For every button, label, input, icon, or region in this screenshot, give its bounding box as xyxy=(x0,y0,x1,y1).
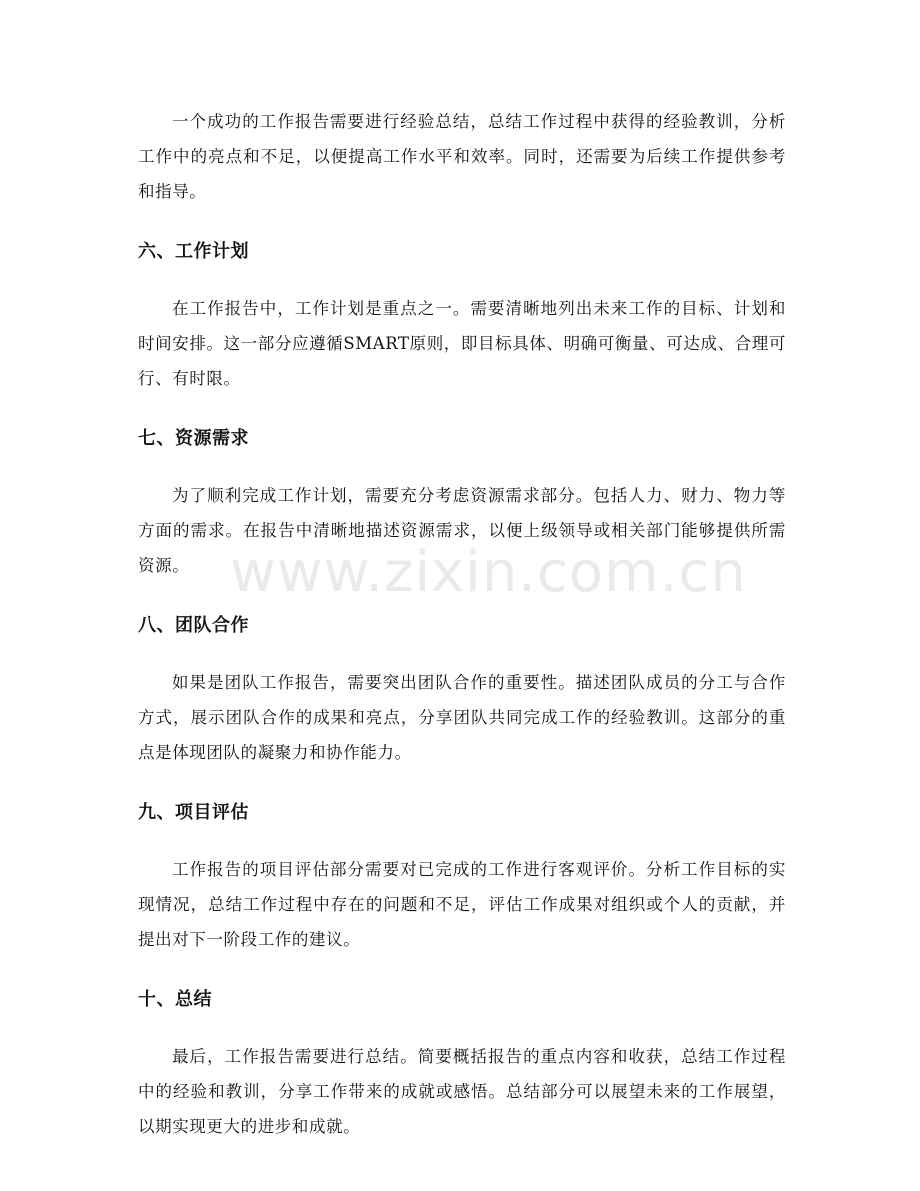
section-heading: 七、资源需求 xyxy=(138,428,249,449)
section-paragraph: 工作报告的项目评估部分需要对已完成的工作进行客观评价。分析工作目标的实现情况，总结工作过程中存在的问题和不足，评估工作成果对组织或个人的贡献，并提出对下一阶段工作的建议。 xyxy=(138,860,786,949)
section-heading: 八、团队合作 xyxy=(138,615,249,636)
section-heading: 十、总结 xyxy=(138,989,212,1010)
section-paragraph: 最后，工作报告需要进行总结。简要概括报告的重点内容和收获，总结工作过程中的经验和教训，分享工作带来的成就或感悟。总结部分可以展望未来的工作展望，以期实现更大的进步和成就。 xyxy=(138,1047,786,1136)
section-resource-needs xyxy=(138,427,786,583)
section-teamwork xyxy=(138,614,786,770)
section-paragraph: 在工作报告中，工作计划是重点之一。需要清晰地列出未来工作的目标、计划和时间安排。这一部分应遵循SMART原则，即目标具体、明确可衡量、可达成、合理可行、有时限。 xyxy=(138,299,786,388)
section-paragraph: 如果是团队工作报告，需要突出团队合作的重要性。描述团队成员的分工与合作方式，展示团队合作的成果和亮点，分享团队共同完成工作的经验教训。这部分的重点是体现团队的凝聚力和协作能力。 xyxy=(138,673,786,762)
document-body xyxy=(138,104,786,1144)
section-heading: 六、工作计划 xyxy=(138,241,249,262)
section-work-plan xyxy=(138,240,786,396)
intro-paragraph: 一个成功的工作报告需要进行经验总结，总结工作过程中获得的经验教训，分析工作中的亮点和不足，以便提高工作水平和效率。同时，还需要为后续工作提供参考和指导。 xyxy=(138,112,786,201)
section-project-evaluation xyxy=(138,801,786,957)
section-summary xyxy=(138,988,786,1144)
section-heading: 九、项目评估 xyxy=(138,802,249,823)
watermark: www.zixin.com.cn xyxy=(230,540,747,605)
section-paragraph: 为了顺利完成工作计划，需要充分考虑资源需求部分。包括人力、财力、物力等方面的需求。在报告中清晰地描述资源需求，以便上级领导或相关部门能够提供所需资源。 xyxy=(138,486,786,575)
